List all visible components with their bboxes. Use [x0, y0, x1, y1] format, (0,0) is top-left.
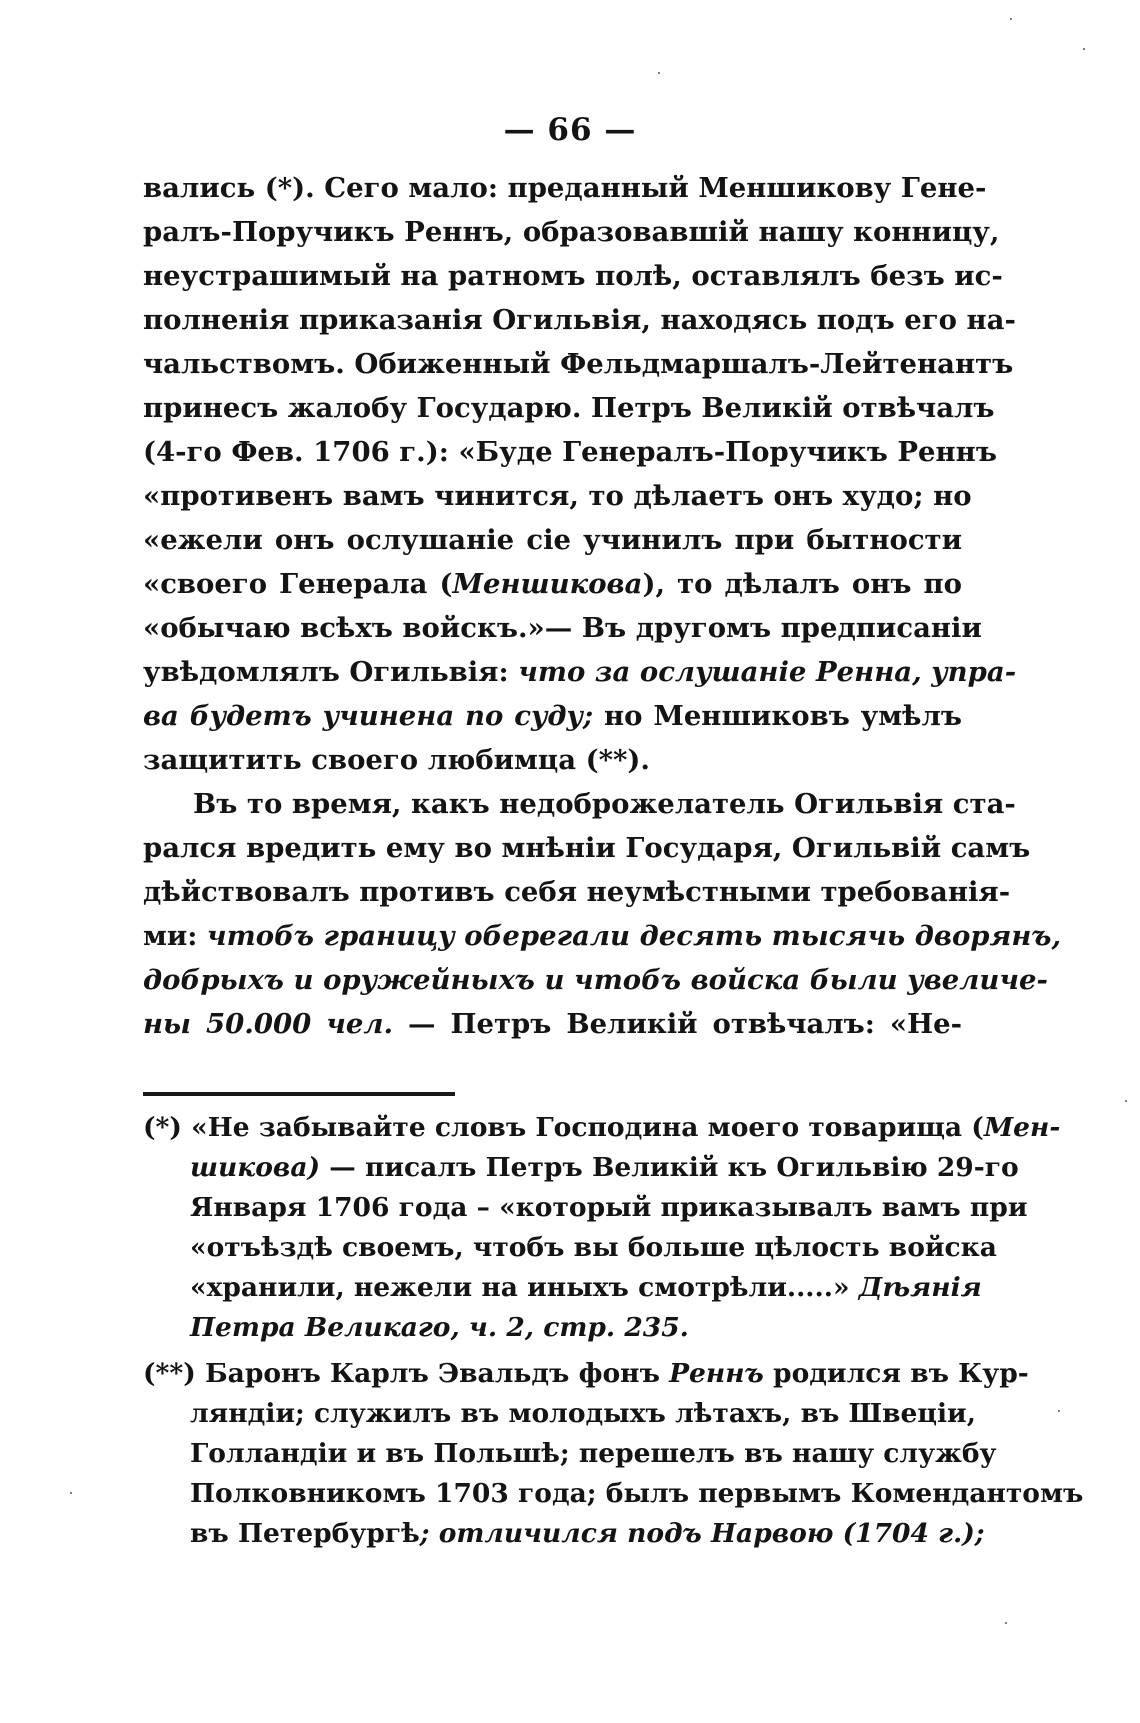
body-line-5: чальствомъ. Обиженный Фельдмаршалъ-Лейтенантъ — [143, 348, 1014, 380]
italic-run: Реннъ — [669, 1358, 764, 1389]
body-line-19: добрыхъ и оружейныхъ и чтобъ войска были увеличе- — [143, 964, 1048, 996]
scan-speck — [1010, 18, 1012, 20]
italic-run: Меншикова — [452, 568, 643, 600]
footnote-marker: (*) — [143, 1112, 182, 1143]
body-line-6: принесъ жалобу Государю. Петръ Великій отвѣчалъ — [143, 392, 995, 424]
footnote-2-line-4: Полковникомъ 1703 года; былъ первымъ Комендантомъ — [190, 1478, 1084, 1509]
footnote-2-line-1 — [143, 1354, 1029, 1394]
footnote-rule — [143, 1092, 455, 1096]
body-line-20 — [143, 1002, 962, 1046]
italic-run: ; отличился подъ Нарвою (1704 г.); — [419, 1518, 985, 1549]
footnote-1-line-3: Января 1706 года – «который приказывалъ вамъ при — [190, 1192, 1028, 1223]
text-run: Баронъ Карлъ Эвальдъ фонъ — [205, 1358, 670, 1389]
italic-run: шикова) — [190, 1152, 321, 1183]
text-run: «своего Генерала ( — [143, 568, 453, 600]
text-run: ), то дѣлалъ онъ по — [642, 568, 962, 600]
body-line-3: неустрашимый на ратномъ полѣ, оставлялъ безъ ис- — [143, 260, 1003, 292]
body-line-10 — [143, 562, 962, 606]
footnote-1-line-4: «отъѣздѣ своемъ, чтобъ вы больше цѣлость войска — [190, 1232, 997, 1263]
footnote-1-line-1 — [143, 1108, 1061, 1148]
text-run: ми: — [143, 920, 208, 952]
italic-run: ва будетъ учинена по суду; — [143, 700, 594, 732]
text-run: въ Петербургѣ — [190, 1518, 420, 1549]
text-run: — писалъ Петръ Великій къ Огильвію 29-го — [320, 1152, 1019, 1183]
italic-run: что за ослушаніе Ренна, упра- — [518, 656, 1017, 688]
scan-speck — [1058, 1410, 1060, 1412]
scan-speck — [1005, 1622, 1007, 1624]
body-line-13 — [143, 694, 962, 738]
body-line-2: ралъ-Поручикъ Реннъ, образовавшій нашу конницу, — [143, 216, 1000, 248]
text-run: родился въ Кур- — [763, 1358, 1029, 1389]
body-line-7: (4-го Фев. 1706 г.): «Буде Генералъ-Поручикъ Реннъ — [143, 436, 997, 468]
text-run: «хранили, нежели на иныхъ смотрѣли.....» — [190, 1272, 859, 1303]
text-run: увѣдомлялъ Огильвія: — [143, 656, 519, 688]
body-line-18 — [143, 914, 1062, 958]
text-run: «Не забывайте словъ Господина моего товарища ( — [191, 1112, 984, 1143]
body-line-11: «обычаю всѣхъ войскъ.»— Въ другомъ предписаніи — [143, 612, 982, 644]
body-line-8: «противенъ вамъ чинится, то дѣлаетъ онъ худо; но — [143, 480, 972, 512]
footnote-marker: (**) — [143, 1358, 196, 1389]
page-number: — 66 — — [503, 112, 637, 148]
text-run: но Меншиковъ умѣлъ — [593, 700, 962, 732]
body-line-16: рался вредить ему во мнѣніи Государя, Огильвій самъ — [143, 832, 1031, 864]
italic-run: Мен- — [983, 1112, 1061, 1143]
italic-run: ны 50.000 чел. — [143, 1008, 394, 1040]
body-line-4: полненія приказанія Огильвія, находясь подъ его на- — [143, 304, 1016, 336]
text-run: — Петръ Великій отвѣчалъ: «Не- — [393, 1008, 962, 1040]
footnote-2-line-2: ляндіи; служилъ въ молодыхъ лѣтахъ, въ Швеціи, — [190, 1398, 976, 1429]
footnote-1-line-5 — [190, 1268, 982, 1308]
body-line-14: защитить своего любимца (**). — [143, 744, 650, 776]
italic-run: чтобъ границу оберегали десять тысячь дворянъ, — [207, 920, 1062, 952]
scan-speck — [1083, 48, 1085, 50]
footnote-2-line-5 — [190, 1514, 985, 1554]
italic-run: Дѣянія — [858, 1272, 982, 1303]
footnote-1-line-6: Петра Великаго, ч. 2, стр. 235. — [190, 1312, 689, 1343]
body-line-1: вались (*). Сего мало: преданный Меншикову Гене- — [143, 172, 987, 204]
body-line-12 — [143, 650, 1017, 694]
scan-speck — [1125, 1100, 1127, 1102]
body-line-17: дѣйствовалъ противъ себя неумѣстными требованія- — [143, 876, 1011, 908]
scan-speck — [70, 1492, 72, 1494]
body-line-9: «ежели онъ ослушаніе сіе учинилъ при бытности — [143, 524, 962, 556]
scan-speck — [658, 72, 660, 74]
footnote-2-line-3: Голландіи и въ Польшѣ; перешелъ въ нашу службу — [190, 1438, 997, 1469]
body-line-15: Въ то время, какъ недоброжелатель Огильвія ста- — [193, 788, 1016, 820]
footnote-1-line-2 — [190, 1148, 1019, 1188]
